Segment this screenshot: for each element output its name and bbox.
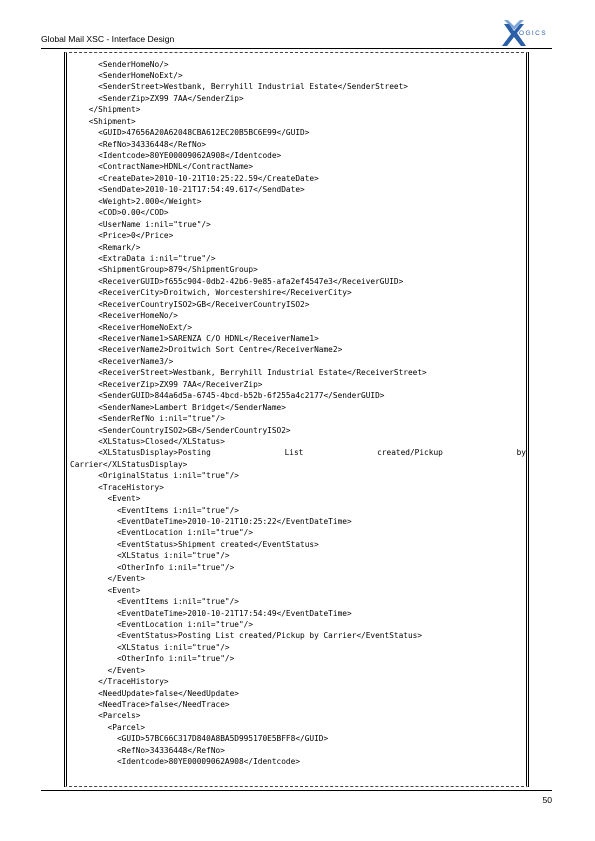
code-line: <XLStatus i:nil="true"/> <box>70 551 230 561</box>
code-line: <GUID>47656A20A62048CBA612EC20B5BC6E99</GUID> <box>70 128 310 138</box>
xml-code-listing <box>70 59 526 768</box>
code-word: by <box>516 448 526 458</box>
code-line: <SenderStreet>Westbank, Berryhill Industrial Estate</SenderStreet> <box>70 82 408 92</box>
code-line: <Identcode>80YE00009062A908</Identcode> <box>70 151 282 160</box>
code-line: <Remark/> <box>70 242 141 252</box>
code-line: <EventStatus>Posting List created/Pickup by Carrier</EventStatus> <box>70 631 423 641</box>
code-line: <Event> <box>70 585 141 595</box>
code-line: <EventLocation i:nil="true"/> <box>70 619 254 629</box>
code-line: <EventItems i:nil="true"/> <box>70 505 239 515</box>
code-line: <Parcels> <box>70 711 141 721</box>
code-line: <TraceHistory> <box>70 482 164 492</box>
code-line: <COD>0.00</COD> <box>70 208 169 218</box>
code-line: <SenderRefNo i:nil="true"/> <box>70 414 225 424</box>
code-line: <ContractName>HDNL</ContractName> <box>70 162 254 172</box>
code-line: <ReceiverHomeNoExt/> <box>70 322 193 332</box>
code-word: <XLStatusDisplay>Posting <box>70 448 211 458</box>
code-line: <SenderZip>ZX99 7AA</SenderZip> <box>70 93 244 103</box>
code-line: <SenderName>Lambert Bridget</SenderName> <box>70 402 286 412</box>
code-line: <OriginalStatus i:nil="true"/> <box>70 471 239 481</box>
code-line: <NeedUpdate>false</NeedUpdate> <box>70 688 239 698</box>
code-line: <EventLocation i:nil="true"/> <box>70 528 254 538</box>
code-line: <EventStatus>Shipment created</EventStatus> <box>70 539 319 549</box>
code-line: <XLStatus>Closed</XLStatus> <box>70 436 225 446</box>
code-line: <ReceiverStreet>Westbank, Berryhill Industrial Estate</ReceiverStreet> <box>70 368 427 378</box>
code-line: <NeedTrace>false</NeedTrace> <box>70 700 230 709</box>
code-line <box>70 447 526 458</box>
code-word: created/Pickup <box>377 448 443 458</box>
code-line: <ShipmentGroup>879</ShipmentGroup> <box>70 265 258 275</box>
code-line: </Shipment> <box>70 105 141 115</box>
xlogics-logo <box>494 18 554 48</box>
code-line: <ReceiverZip>ZX99 7AA</ReceiverZip> <box>70 379 263 389</box>
code-line: <EventDateTime>2010-10-21T17:54:49</EventDateTime> <box>70 608 352 618</box>
code-line: <SenderCountryISO2>GB</SenderCountryISO2> <box>70 425 291 435</box>
code-line: </Event> <box>70 574 146 584</box>
code-line: <Price>0</Price> <box>70 231 174 241</box>
code-line: <Identcode>80YE00009062A908</Identcode> <box>70 757 301 767</box>
document-title: Global Mail XSC - Interface Design <box>41 34 175 44</box>
code-line: <Weight>2.000</Weight> <box>70 196 202 206</box>
code-line: <ReceiverCountryISO2>GB</ReceiverCountryISO2> <box>70 299 310 309</box>
code-line: <CreateDate>2010-10-21T10:25:22.59</CreateDate> <box>70 173 319 183</box>
code-line: <GUID>57BC66C317D840A8BA5D995170E5BFF8</GUID> <box>70 734 329 744</box>
page-number: 50 <box>542 795 552 805</box>
code-line: <ReceiverName1>SARENZA C/O HDNL</ReceiverName1> <box>70 334 319 343</box>
code-line: <OtherInfo i:nil="true"/> <box>70 562 235 572</box>
code-line: <SenderGUID>844a6d5a-6745-4bcd-b52b-6f255a4c2177</SenderGUID> <box>70 391 385 401</box>
code-word: List <box>284 448 304 458</box>
code-line: <ReceiverName3/> <box>70 356 174 366</box>
code-line: </TraceHistory> <box>70 677 169 687</box>
footer-divider <box>41 790 552 791</box>
code-line: <OtherInfo i:nil="true"/> <box>70 654 235 664</box>
code-line: <RefNo>34336448</RefNo> <box>70 745 225 755</box>
code-line: <EventItems i:nil="true"/> <box>70 597 239 607</box>
header-divider <box>41 48 552 49</box>
code-line: <ReceiverHomeNo/> <box>70 311 178 321</box>
code-line: <ReceiverName2>Droitwich Sort Centre</ReceiverName2> <box>70 345 343 355</box>
code-line: <Parcel> <box>70 722 146 732</box>
code-line: <UserName i:nil="true"/> <box>70 219 211 229</box>
code-line: <SenderHomeNo/> <box>70 59 169 69</box>
code-line: <Shipment> <box>70 116 136 126</box>
code-line: </Event> <box>70 665 146 675</box>
code-line: <XLStatus i:nil="true"/> <box>70 642 230 652</box>
code-line: <ExtraData i:nil="true"/> <box>70 253 216 263</box>
code-line: <SenderHomeNoExt/> <box>70 70 183 80</box>
xml-code-box <box>64 52 529 787</box>
code-line: <Event> <box>70 494 141 504</box>
code-line: <SendDate>2010-10-21T17:54:49.617</SendDate> <box>70 185 305 195</box>
code-line: <RefNo>34336448</RefNo> <box>70 139 207 149</box>
code-line: Carrier</XLStatusDisplay> <box>70 459 188 469</box>
code-line: <ReceiverCity>Droitwich, Worcestershire</ReceiverCity> <box>70 288 352 298</box>
code-line: <EventDateTime>2010-10-21T10:25:22</EventDateTime> <box>70 517 352 526</box>
code-line: <ReceiverGUID>f655c904-0db2-42b6-9e85-afa2ef4547e3</ReceiverGUID> <box>70 276 404 286</box>
logo-text: LOGICS <box>514 30 547 37</box>
